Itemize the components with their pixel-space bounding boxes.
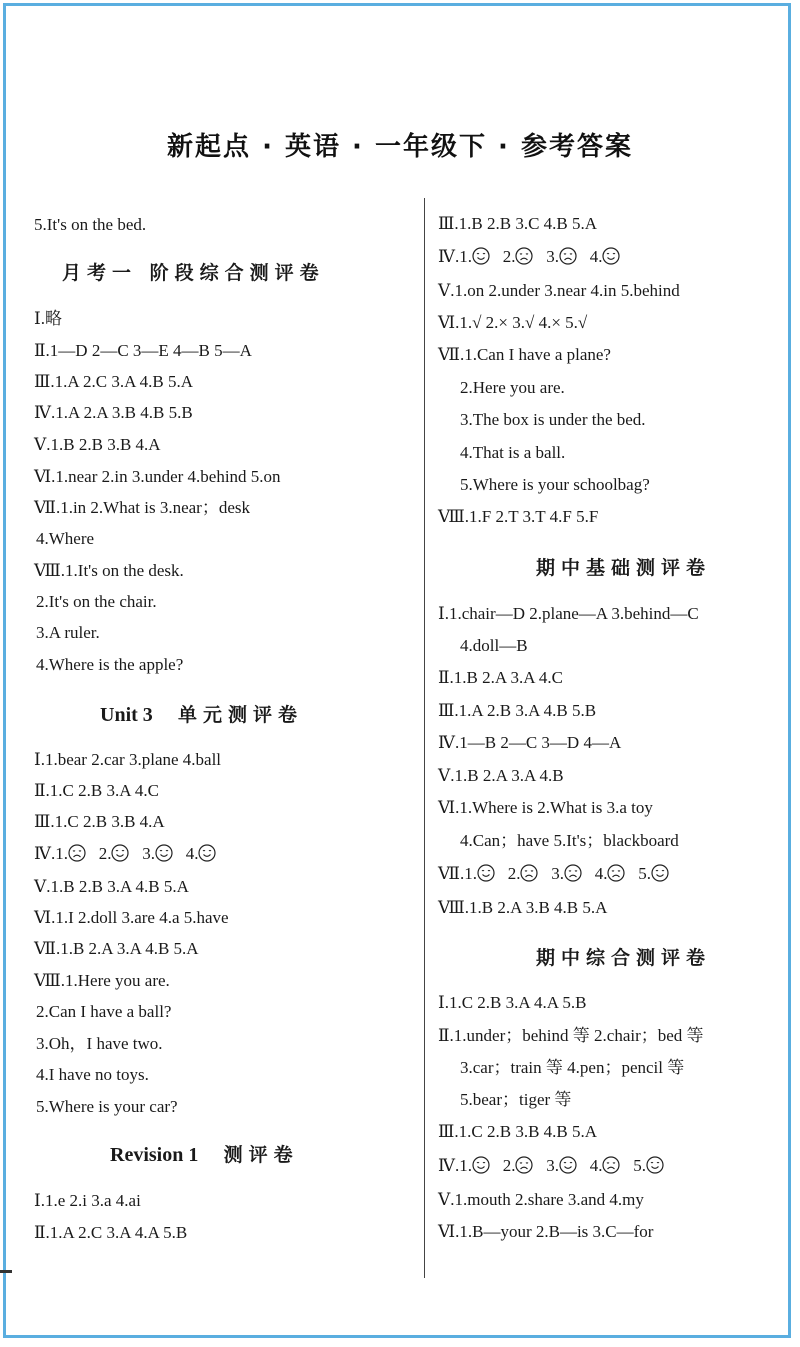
smiling-face-icon [111, 844, 129, 862]
smiling-face-icon [198, 844, 216, 862]
answer-line: 5.Where is your car? [36, 1097, 178, 1116]
edge-mark [0, 1270, 12, 1273]
sad-face-icon [564, 864, 582, 882]
smiling-face-icon [651, 864, 669, 882]
answer-line: Ⅵ.1.Where is 2.What is 3.a toy [438, 798, 653, 817]
section-heading-midterm-comprehensive: 期中综合测评卷 [536, 947, 712, 969]
answer-line: Ⅷ.1.B 2.A 3.B 4.B 5.A [438, 898, 608, 917]
sad-face-icon [515, 1156, 533, 1174]
smiling-face-icon [602, 247, 620, 265]
answer-line: 2.It's on the chair. [36, 592, 157, 611]
answer-line: 5.It's on the bed. [34, 215, 147, 234]
item-number: 4. [185, 844, 199, 863]
section-heading-unit3 [100, 700, 303, 727]
smiling-face-icon [477, 864, 495, 882]
answer-line: 4.doll—B [460, 636, 528, 655]
section-heading-cn: 单元测评卷 [178, 704, 304, 726]
answer-line: 4.That is a ball. [460, 443, 566, 462]
answer-line: Ⅲ.1.B 2.B 3.C 4.B 5.A [438, 214, 598, 233]
answer-line: 5.Where is your schoolbag? [460, 475, 650, 494]
answer-line: Ⅰ.1.chair—D 2.plane—A 3.behind—C [438, 604, 699, 623]
line-prefix: Ⅳ.1. [438, 247, 472, 266]
answer-line: Ⅵ.1.B—your 2.B—is 3.C—for [438, 1222, 654, 1241]
item-number: 5. [638, 864, 651, 883]
smiling-face-icon [155, 844, 173, 862]
answer-line: Ⅲ.1.A 2.C 3.A 4.B 5.A [34, 372, 194, 391]
answer-line: 3.car；train 等 4.pen；pencil 等 [460, 1058, 685, 1077]
answer-line: Ⅲ.1.C 2.B 3.B 4.B 5.A [438, 1122, 598, 1141]
smiling-face-icon [472, 247, 490, 265]
item-number: 2. [98, 844, 112, 863]
page-title: 新起点 · 英语 · 一年级下 · 参考答案 [167, 132, 633, 162]
answer-line: 4.I have no toys. [36, 1065, 149, 1084]
answer-line: Ⅵ.1.near 2.in 3.under 4.behind 5.on [34, 467, 281, 486]
answer-line-faces [34, 843, 216, 865]
answer-line: 3.The box is under the bed. [460, 410, 646, 429]
answer-line: 5.bear；tiger 等 [460, 1090, 572, 1109]
answer-line: 3.Oh，I have two. [36, 1034, 163, 1053]
answer-line: Ⅷ.1.It's on the desk. [34, 561, 184, 580]
answer-line: 4.Where [36, 529, 95, 548]
answer-line: Ⅱ.1.B 2.A 3.A 4.C [438, 668, 563, 687]
answer-line: Ⅶ.1.B 2.A 3.A 4.B 5.A [34, 939, 199, 958]
item-number: 3. [551, 864, 564, 883]
section-heading-latin: Revision 1 [110, 1144, 199, 1166]
section-heading-latin: Unit 3 [100, 704, 153, 726]
smiling-face-icon [646, 1156, 664, 1174]
answer-line: Ⅵ.1.I 2.doll 3.are 4.a 5.have [34, 908, 229, 927]
answer-line: Ⅴ.1.mouth 2.share 3.and 4.my [438, 1190, 644, 1209]
item-number: 3. [142, 844, 155, 863]
item-number: 4. [589, 1156, 603, 1175]
sad-face-icon [515, 247, 533, 265]
answer-line: Ⅱ.1.A 2.C 3.A 4.A 5.B [34, 1223, 188, 1242]
answer-line: 4.Can；have 5.It's；blackboard [460, 831, 679, 850]
answer-line: 3.A ruler. [36, 623, 100, 642]
line-prefix: Ⅶ.1. [438, 864, 477, 883]
section-heading-revision1 [110, 1140, 299, 1167]
item-number: 3. [546, 247, 559, 266]
answer-line-faces [438, 1155, 664, 1177]
item-number: 2. [502, 1156, 516, 1175]
answer-line: Ⅴ.1.B 2.B 3.A 4.B 5.A [34, 877, 189, 896]
answer-line: Ⅱ.1—D 2—C 3—E 4—B 5—A [34, 341, 252, 360]
answer-line: Ⅱ.1.C 2.B 3.A 4.C [34, 781, 159, 800]
smiling-face-icon [472, 1156, 490, 1174]
answer-line: Ⅶ.1.in 2.What is 3.near；desk [34, 498, 250, 517]
answer-line: Ⅶ.1.Can I have a plane? [438, 345, 611, 364]
sad-face-icon [559, 247, 577, 265]
answer-line: Ⅰ.1.C 2.B 3.A 4.A 5.B [438, 993, 587, 1012]
item-number: 3. [546, 1156, 559, 1175]
answer-line: 4.Where is the apple? [36, 655, 184, 674]
sad-face-icon [607, 864, 625, 882]
section-heading-monthly-test: 月考一 阶段综合测评卷 [62, 262, 325, 284]
answer-line: Ⅷ.1.F 2.T 3.T 4.F 5.F [438, 507, 599, 526]
answer-line: Ⅵ.1.√ 2.× 3.√ 4.× 5.√ [438, 313, 588, 332]
item-number: 2. [507, 864, 521, 883]
item-number: 2. [502, 247, 516, 266]
answer-line: Ⅳ.1.A 2.A 3.B 4.B 5.B [34, 403, 193, 422]
answer-line: Ⅴ.1.B 2.B 3.B 4.A [34, 435, 161, 454]
answer-line: Ⅰ.略 [34, 309, 62, 328]
item-number: 4. [594, 864, 608, 883]
section-heading-midterm-basic: 期中基础测评卷 [536, 557, 712, 579]
answer-line: Ⅲ.1.A 2.B 3.A 4.B 5.B [438, 701, 597, 720]
answer-line: Ⅷ.1.Here you are. [34, 971, 170, 990]
sad-face-icon [602, 1156, 620, 1174]
smiling-face-icon [559, 1156, 577, 1174]
column-divider [424, 198, 425, 1278]
answer-line: Ⅴ.1.on 2.under 3.near 4.in 5.behind [438, 281, 680, 300]
answer-line: Ⅳ.1—B 2—C 3—D 4—A [438, 733, 622, 752]
answer-line: 2.Here you are. [460, 378, 565, 397]
sad-face-icon [520, 864, 538, 882]
item-number: 5. [633, 1156, 646, 1175]
answer-line: Ⅱ.1.under；behind 等 2.chair；bed 等 [438, 1026, 704, 1045]
answer-line: Ⅴ.1.B 2.A 3.A 4.B [438, 766, 564, 785]
line-prefix: Ⅳ.1. [34, 844, 68, 863]
answer-line: Ⅰ.1.bear 2.car 3.plane 4.ball [34, 750, 222, 769]
sad-face-icon [68, 844, 86, 862]
answer-line: Ⅲ.1.C 2.B 3.B 4.A [34, 812, 165, 831]
item-number: 4. [589, 247, 603, 266]
answer-line: 2.Can I have a ball? [36, 1002, 172, 1021]
answer-line-faces [438, 246, 620, 268]
section-heading-cn: 测评卷 [223, 1144, 299, 1166]
line-prefix: Ⅳ.1. [438, 1156, 472, 1175]
answer-line: Ⅰ.1.e 2.i 3.a 4.ai [34, 1191, 141, 1210]
answer-line-faces [438, 863, 669, 885]
